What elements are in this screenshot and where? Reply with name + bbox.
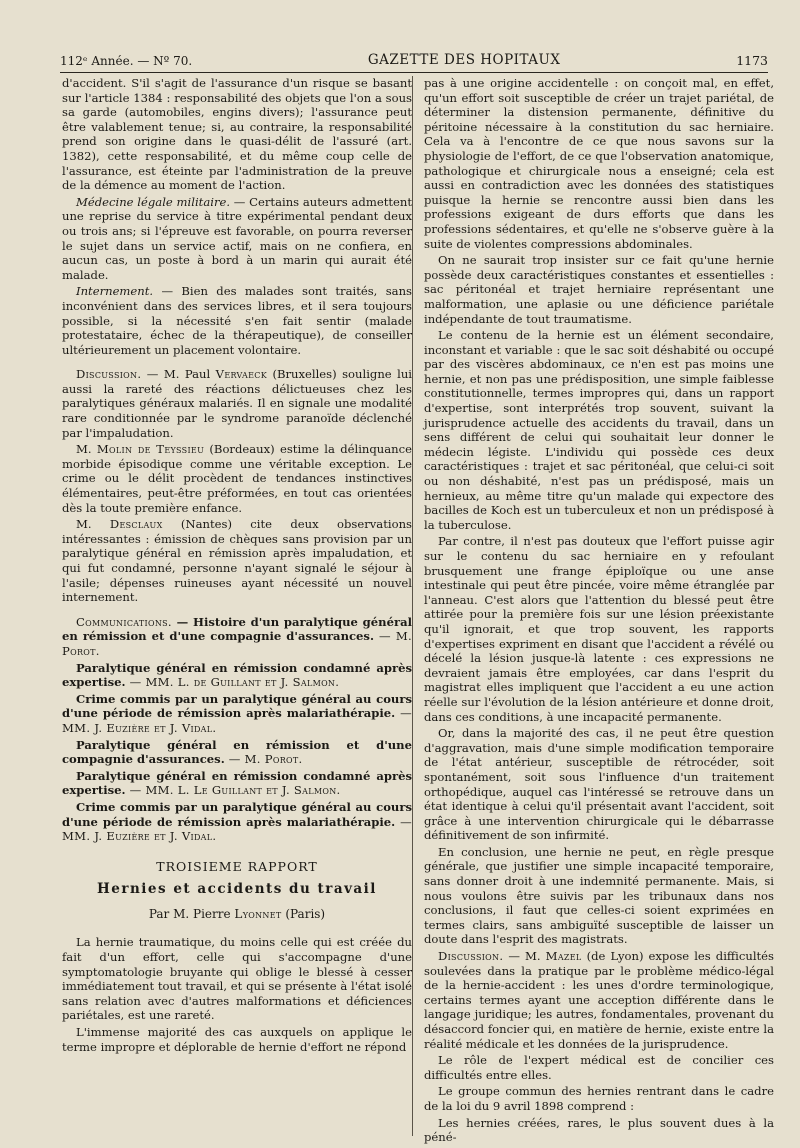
paragraph: Par contre, il n'est pas douteux que l'effort puisse agir sur le contenu du sac herniaire en y refoulant brusquement une frange épiploïque ou une anse intestinale qui peut être pincée, voire même étranglée par l'anneau. C'est alors que l'attention du blessé peut être attirée pour la première fois sur une lésion préexistante qu'il ignorait, et que trop souvent, les rapports d'expertises expriment en disant que l'accident a révélé ou décelé la lésion jusque-là latente : ces expressions ne devraient jamais être employées, car dans l'esprit du magistrat elles impliquent que l'accident a eu une action réelle sur l'évolution de la lésion antérieure et donne droit, dans ces conditions, à une incapacité permanente. bbox=[424, 534, 774, 724]
paragraph: L'immense majorité des cas auxquels on applique le terme impropre et déplorable de hernie d'effort ne répond bbox=[62, 1025, 412, 1054]
paragraph: Le rôle de l'expert médical est de concilier ces difficultés entre elles. bbox=[424, 1053, 774, 1082]
paragraph: Communications. — Histoire d'un paralytique général en rémission et d'une compagnie d'assurances. — M. Porot. bbox=[62, 614, 412, 658]
communication-item: Crime commis par un paralytique général au cours d'une période de rémission après malariathérapie. — MM. J. Euzière et J. Vidal. bbox=[62, 799, 412, 844]
right-column bbox=[424, 76, 774, 1147]
left-column bbox=[62, 76, 412, 1056]
issue-number: 112ᵉ Année. — Nº 70. bbox=[60, 54, 193, 68]
paragraph: Le contenu de la hernie est un élément secondaire, inconstant et variable : que le sac soit déshabité ou occupé par des viscères abdominaux, ce n'en est pas moins une hernie, et non pas une prédisposition, une simple faiblesse constitutionnelle, termes impropres qui, dans un rapport d'expertise, sont interprétés trop souvent, suivant la jurisprudence actuelle des accidents du travail, dans un sens différent de celui qui souhaitait leur donner le médecin légiste. L'individu qui possède ces deux caractéristiques : trajet et sac péritonéal, que celui-ci soit ou non déshabité, n'est pas un prédisposé, mais un hernieux, au même titre qu'un malade qui expectore des bacilles de Koch est un tuberculeux et non un prédisposé à la tuberculose. bbox=[424, 328, 774, 532]
paragraph: Le groupe commun des hernies rentrant dans le cadre de la loi du 9 avril 1898 comprend : bbox=[424, 1084, 774, 1113]
paragraph: En conclusion, une hernie ne peut, en règle presque générale, que justifier une simple incapacité temporaire, sans donner droit à une indemnité permanente. Mais, si nous voulons être suivis par les tribunaux dans nos conclusions, il faut que celles-ci soient exprimées en termes clairs, sans ambiguïté susceptible de laisser un doute dans l'esprit des magistrats. bbox=[424, 844, 774, 947]
column-divider bbox=[412, 76, 413, 1136]
paragraph: Médecine légale militaire. — Certains auteurs admettent une reprise du service à titre expérimental pendant deux ou trois ans; si l'épreuve est favorable, on pourra reverser le sujet dans un service actif, mais on ne confiera, en aucun cas, un poste à bord à un marin qui aurait été malade. bbox=[62, 194, 412, 282]
paragraph: d'accident. S'il s'agit de l'assurance d'un risque se basant sur l'article 1384 : responsabilité des objets que l'on a sous sa garde (automobiles, engins divers); l'assurance peut être valablement tenue; si, au contraire, la responsabilité prend son origine dans le quasi-délit de l'assuré (art. 1382), cette responsabilité, et du même coup celle de l'assurance, est éteinte par l'administration de la preuve de la démence au moment de l'action. bbox=[62, 76, 412, 193]
communication-item: Paralytique général en rémission et d'une compagnie d'assurances. — M. Porot. bbox=[62, 737, 412, 767]
paragraph: Or, dans la majorité des cas, il ne peut être question d'aggravation, mais d'une simple modification temporaire de l'état antérieur, susceptible de rétrocéder, soit spontanément, soit sous l'influence d'un traitement orthopédique, auquel cas l'intéressé se retrouve dans un état identique à celui qu'il présentait avant l'accident, soit grâce à une intervention chirurgicale qui le débarrasse définitivement de son infirmité. bbox=[424, 726, 774, 843]
paragraph: M. Desclaux (Nantes) cite deux observations intéressantes : émission de chèques sans provision par un paralytique général en rémission après impaludation, et qui fut condamné, personne n'ayant signalé le séjour à l'asile; dépenses ruineuses ayant nécessité un nouvel internement. bbox=[62, 517, 412, 605]
paragraph: La hernie traumatique, du moins celle qui est créée du fait d'un effort, celle qui s'accompagne d'une symptomatologie bruyante qui oblige le blessé à cesser immédiatement tout travail, et qui se présente à l'état isolé sans relation avec d'autres malformations et déficiences pariétales, est une rareté. bbox=[62, 935, 412, 1023]
paragraph: On ne saurait trop insister sur ce fait qu'une hernie possède deux caractéristiques constantes et essentielles : sac péritonéal et trajet herniaire représentant une malformation, une aplasie ou une déficience pariétale indépendante de tout traumatisme. bbox=[424, 253, 774, 326]
paragraph: pas à une origine accidentelle : on conçoit mal, en effet, qu'un effort soit susceptible de créer un trajet pariétal, de déterminer la distension permanente, définitive du péritoine nécessaire à la constitution du sac herniaire. Cela va à l'encontre de ce que nous savons sur la physiologie de l'effort, de ce que l'observation anatomique, pathologique et chirurgicale nous a enseigné; cela est aussi en contradiction avec les données des statistiques puisque la hernie se rencontre aussi bien dans les professions exigeant de durs efforts que dans les professions sédentaires, et qu'elle ne s'observe guère à la suite de violentes compressions abdominales. bbox=[424, 76, 774, 251]
paragraph: M. Molin de Teyssieu (Bordeaux) estime la délinquance morbide épisodique comme une véritable exception. Le crime ou le délit procèdent de tendances instinctives élémentaires, peut-être préformées, en tout cas orientées dès la toute première enfance. bbox=[62, 442, 412, 515]
page-header bbox=[60, 38, 768, 73]
communication-item: Crime commis par un paralytique général au cours d'une période de rémission après malariathérapie. — MM. J. Euzière et J. Vidal. bbox=[62, 691, 412, 735]
journal-title: GAZETTE DES HOPITAUX bbox=[367, 52, 561, 68]
paragraph: Les hernies créées, rares, le plus souvent dues à la péné- bbox=[424, 1115, 774, 1145]
byline: Par M. Pierre Lyonnet (Paris) bbox=[148, 906, 326, 921]
paragraph: Discussion. — M. Paul Vervaeck (Bruxelles) souligne lui aussi la rareté des réactions délictueuses chez les paralytiques généraux malariés. Il en signale une modalité rare conditionnée par le syndrome paranoïde déclenché par l'impaludation. bbox=[62, 367, 412, 440]
paragraph: Discussion. — M. Mazel (de Lyon) expose les difficultés soulevées dans la pratique par le problème médico-légal de la hernie-accident : les unes d'ordre terminologique, certains termes ayant une acception différente dans le langage juridique; les autres, fondamentales, provenant du désaccord foncier qui, en matière de hernie, existe entre la réalité médicale et les données de la jurisprudence. bbox=[424, 949, 774, 1051]
communication-item: Paralytique général en rémission condamné après expertise. — MM. L. Le Guillant et J. Salmon. bbox=[62, 768, 412, 798]
article-title: Hernies et accidents du travail bbox=[97, 881, 377, 898]
section-title: TROISIEME RAPPORT bbox=[156, 858, 318, 874]
paragraph: Internement. — Bien des malades sont traités, sans inconvénient dans des services libres, et il sera toujours possible, si la nécessité s'en fait sentir (malade protestataire, échec de la thérapeutique), de conseiller ultérieurement un placement volontaire. bbox=[62, 284, 412, 357]
communication-item: Paralytique général en rémission condamné après expertise. — MM. L. de Guillant et J. Salmon. bbox=[62, 660, 412, 690]
page-number: 1173 bbox=[736, 53, 768, 68]
